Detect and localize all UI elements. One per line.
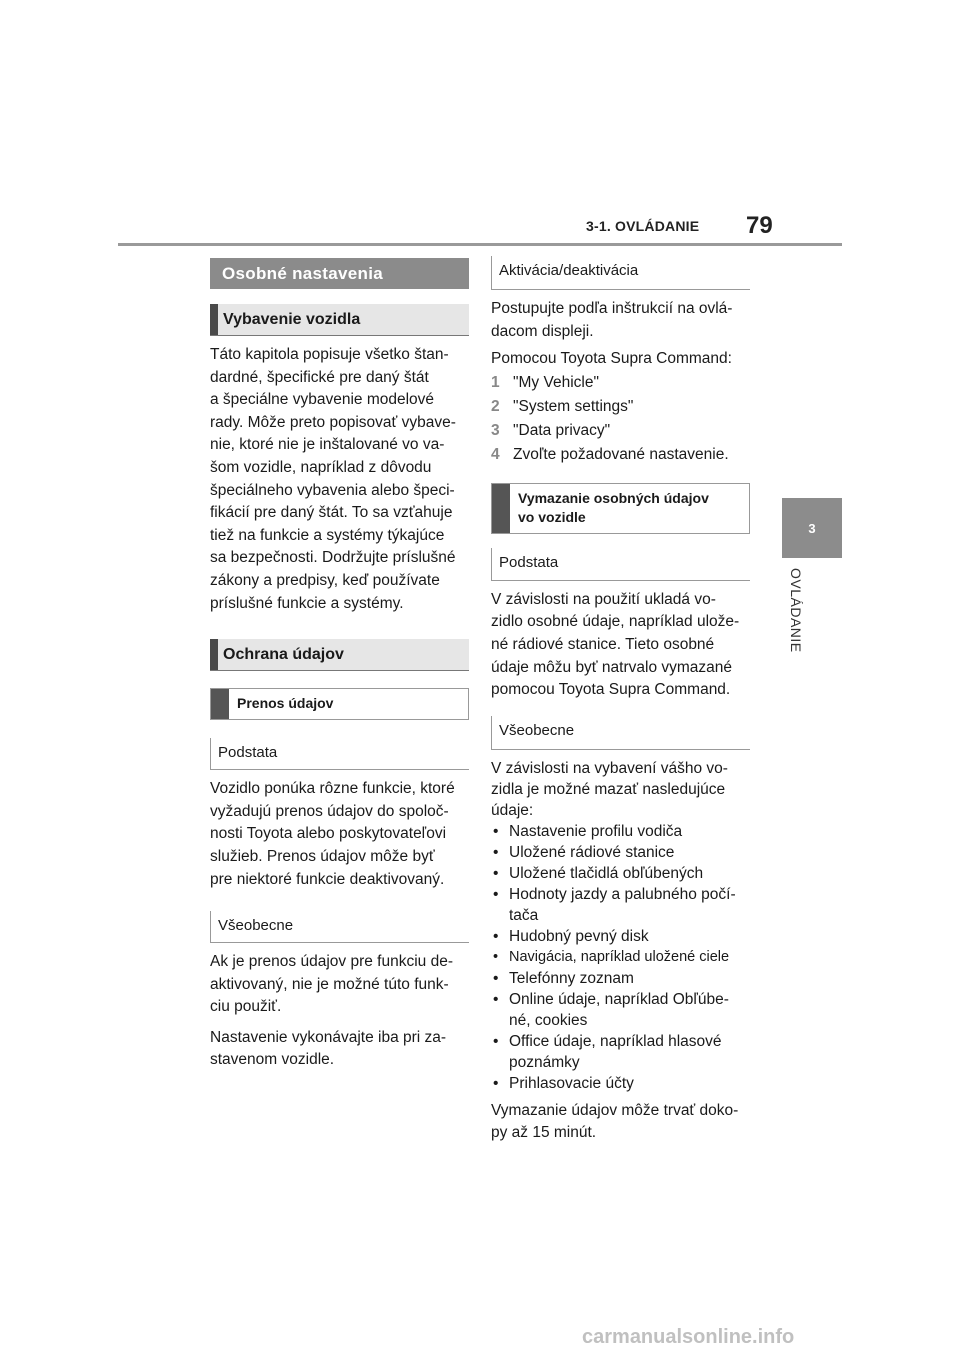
subheading-basis: Podstata xyxy=(210,738,469,770)
subheading-general-right: Všeobecne xyxy=(491,716,750,750)
section-title: 3-1. OVLÁDANIE xyxy=(586,218,700,234)
step-item: 3 "Data privacy" xyxy=(491,421,611,439)
list-item: • Hudobný pevný disk xyxy=(491,926,750,947)
step-item: 1 "My Vehicle" xyxy=(491,373,599,391)
steps-list xyxy=(491,371,750,467)
subheading-general: Všeobecne xyxy=(210,911,469,943)
list-item: • Online údaje, napríklad Obľúbe- né, cookies xyxy=(491,989,750,1031)
step-item: 2 "System settings" xyxy=(491,397,634,415)
general-paragraph-1: Ak je prenos údajov pre funkciu de- aktivovaný, nie je možné túto funk- ciu použiť. xyxy=(210,953,453,1016)
list-item: • Hodnoty jazdy a palubného počí- tača xyxy=(491,884,750,926)
list-item: • Navigácia, napríklad uložené ciele xyxy=(491,947,750,968)
activation-paragraph: Postupujte podľa inštrukcií na ovlá- dacom displeji. xyxy=(491,300,733,340)
list-item: • Telefónny zoznam xyxy=(491,968,750,989)
list-item: • Nastavenie profilu vodiča xyxy=(491,821,750,842)
heading-personal-settings: Osobné nastavenia xyxy=(210,258,469,289)
basis-paragraph: Vozidlo ponúka rôzne funkcie, ktoré vyžadujú prenos údajov do spoloč- nosti Toyota alebo poskytovateľovi služieb. Prenos údajov môže byť pre niektoré funkcie deaktivovaný. xyxy=(210,780,455,888)
command-paragraph: Pomocou Toyota Supra Command: xyxy=(491,350,732,368)
step-item: 4 Zvoľte požadované nastavenie. xyxy=(491,445,729,463)
left-column xyxy=(210,258,469,1072)
chapter-tab[interactable]: 3 xyxy=(782,498,842,558)
deletable-data-list xyxy=(491,821,750,1094)
watermark: carmanualsonline.info xyxy=(582,1326,795,1348)
list-item: • Office údaje, napríklad hlasové poznámky xyxy=(491,1031,750,1073)
list-item: • Prihlasovacie účty xyxy=(491,1073,750,1094)
general-paragraph-right: V závislosti na vybavení vášho vo- zidla je možné mazať nasledujúce údaje: xyxy=(491,759,728,819)
list-item: • Uložené tlačidlá obľúbených xyxy=(491,863,750,884)
subheading-basis-right: Podstata xyxy=(491,548,750,581)
equipment-paragraph: Táto kapitola popisuje všetko štan- dardné, špecifické pre daný štát a špeciálne vybavenie modelové rady. Môže preto popisovať vybave- nie, ktoré nie je inštalované vo va- šom vozidle, napríklad z dôvodu špeciálneho vybavenia alebo špeci- fikácií pre daný štát. To sa vzťahuje tiež na funkcie a systémy týkajúce sa bezpečnosti. Dodržujte príslušné zákony a predpisy, keď používate príslušné funkcie a systémy. xyxy=(210,346,456,612)
subheading-activation: Aktivácia/deaktivácia xyxy=(491,256,750,290)
heading-data-protection: Ochrana údajov xyxy=(210,639,469,671)
heading-data-transfer: Prenos údajov xyxy=(210,688,469,720)
basis-paragraph-right: V závislosti na použití ukladá vo- zidlo osobné údaje, napríklad ulože- né rádiové stanice. Tieto osobné údaje môžu byť natrvalo vymazané pomocou Toyota Supra Command. xyxy=(491,590,740,699)
heading-delete-personal-data: Vymazanie osobných údajov vo vozidle xyxy=(491,483,750,534)
duration-paragraph: Vymazanie údajov môže trvať doko- py až 15 minút. xyxy=(491,1101,739,1142)
heading-vehicle-equipment: Vybavenie vozidla xyxy=(210,304,469,336)
chapter-label: OVLÁDANIE xyxy=(788,568,804,653)
list-item: • Uložené rádiové stanice xyxy=(491,842,750,863)
header-rule xyxy=(118,243,842,246)
right-column xyxy=(491,256,750,1145)
page-number: 79 xyxy=(746,212,773,239)
general-paragraph-2: Nastavenie vykonávajte iba pri za- stavenom vozidle. xyxy=(210,1028,447,1069)
